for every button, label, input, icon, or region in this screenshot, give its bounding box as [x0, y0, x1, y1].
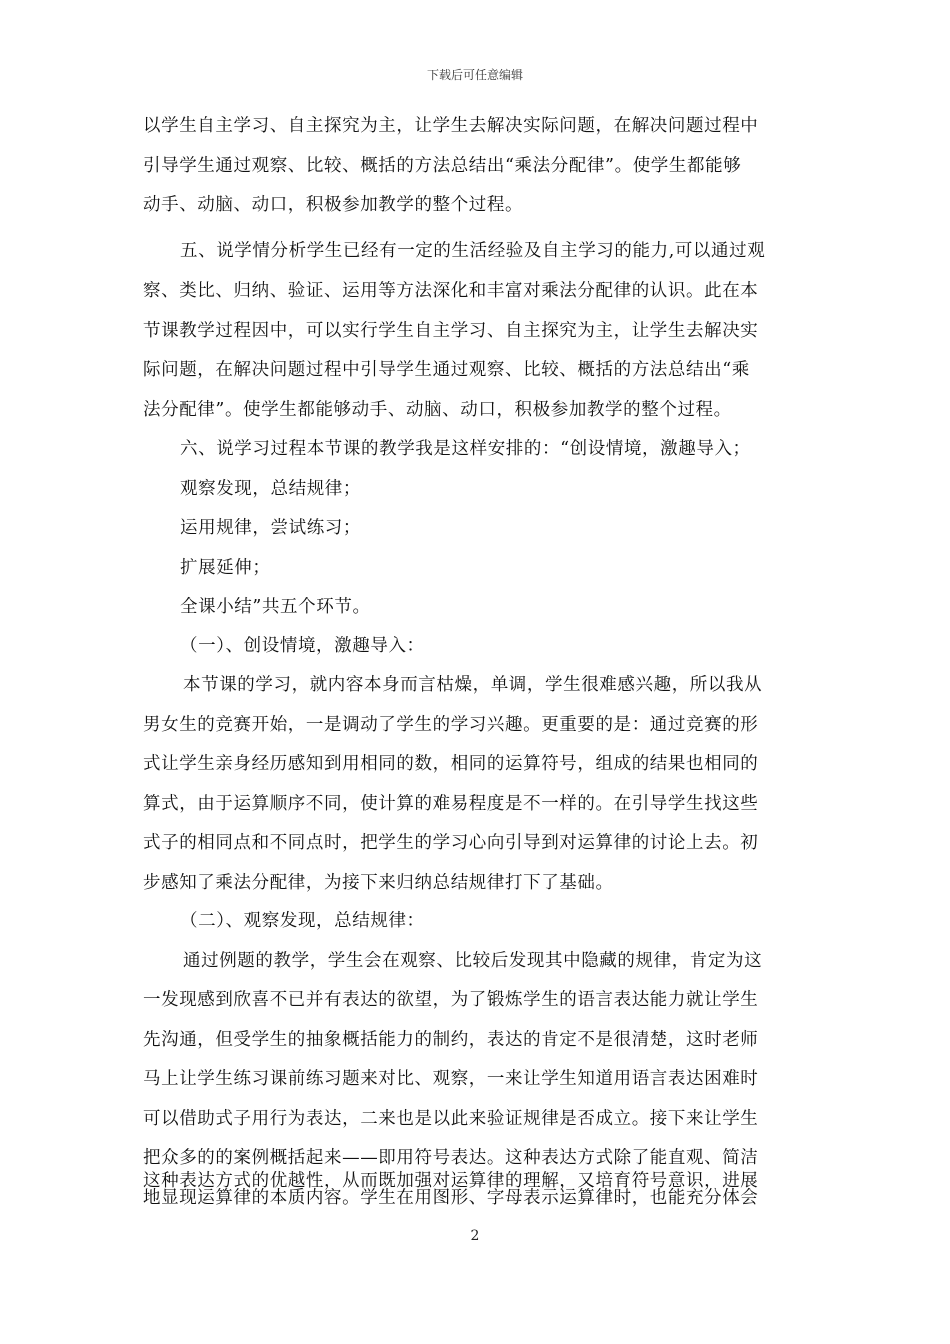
text-line: 引导学生通过观察、比较、概括的方法总结出“乘法分配律”。使学生都能够: [143, 156, 742, 176]
text-line: 步感知了乘法分配律，为接下来归纳总结规律打下了基础。: [143, 873, 614, 893]
text-line: （一）、创设情境，激趣导入：: [180, 636, 425, 656]
text-line: 算式，由于运算顺序不同，使计算的难易程度是不一样的。在引导学生找这些: [143, 794, 759, 814]
text-line: 通过例题的教学，学生会在观察、比较后发现其中隐藏的规律，肯定为这: [183, 951, 763, 971]
text-line: 全课小结”共五个环节。: [180, 597, 371, 617]
text-line: 五、说学情分析学生已经有一定的生活经验及自主学习的能力,可以通过观: [180, 241, 766, 261]
text-line: （二）、观察发现，总结规律：: [180, 911, 425, 931]
text-line: 以学生自主学习、自主探究为主，让学生去解决实际问题，在解决问题过程中: [143, 116, 759, 136]
text-line: 法分配律”。使学生都能够动手、动脑、动口，积极参加教学的整个过程。: [143, 400, 732, 420]
text-line: 地显现运算律的本质内容。学生在用图形、字母表示运算律时，也能充分体会: [143, 1188, 759, 1208]
text-line: 察、类比、归纳、验证、运用等方法深化和丰富对乘法分配律的认识。此在本: [143, 281, 759, 301]
text-line: 可以借助式子用行为表达，二来也是以此来验证规律是否成立。接下来让学生: [143, 1109, 759, 1129]
text-line: 式让学生亲身经历感知到用相同的数，相同的运算符号，组成的结果也相同的: [143, 754, 759, 774]
text-line: 六、说学习过程本节课的教学我是这样安排的：“创设情境，激趣导入；: [180, 439, 751, 459]
text-line: 动手、动脑、动口，积极参加教学的整个过程。: [143, 195, 524, 215]
text-line: 运用规律，尝试练习；: [180, 518, 361, 538]
text-line: 观察发现，总结规律；: [180, 479, 361, 499]
text-line: 这种表达方式的优越性，从而既加强对运算律的理解，又培育符号意识，进展: [143, 1171, 759, 1191]
text-line: 际问题，在解决问题过程中引导学生通过观察、比较、概括的方法总结出“乘: [143, 360, 750, 380]
text-line: 男女生的竞赛开始，一是调动了学生的学习兴趣。更重要的是：通过竞赛的形: [143, 715, 759, 735]
text-line: 一发现感到欣喜不已并有表达的欲望，为了锻炼学生的语言表达能力就让学生: [143, 990, 759, 1010]
text-line: 节课教学过程因中，可以实行学生自主学习、自主探究为主，让学生去解决实: [143, 321, 759, 341]
text-line: 扩展延伸；: [180, 558, 271, 578]
page-number: 2: [470, 1228, 480, 1244]
text-line: 马上让学生练习课前练习题来对比、观察，一来让学生知道用语言表达困难时: [143, 1069, 759, 1089]
text-line: 式子的相同点和不同点时，把学生的学习心向引导到对运算律的讨论上去。初: [143, 833, 759, 853]
text-line: 本节课的学习，就内容本身而言枯燥，单调，学生很难感兴趣，所以我从: [183, 675, 763, 695]
text-line: 把众多的的案例概括起来——即用符号表达。这种表达方式除了能直观、简洁: [143, 1148, 759, 1168]
text-line: 先沟通，但受学生的抽象概括能力的制约，表达的肯定不是很清楚，这时老师: [143, 1030, 759, 1050]
page-header: 下载后可任意编辑: [426, 68, 523, 82]
